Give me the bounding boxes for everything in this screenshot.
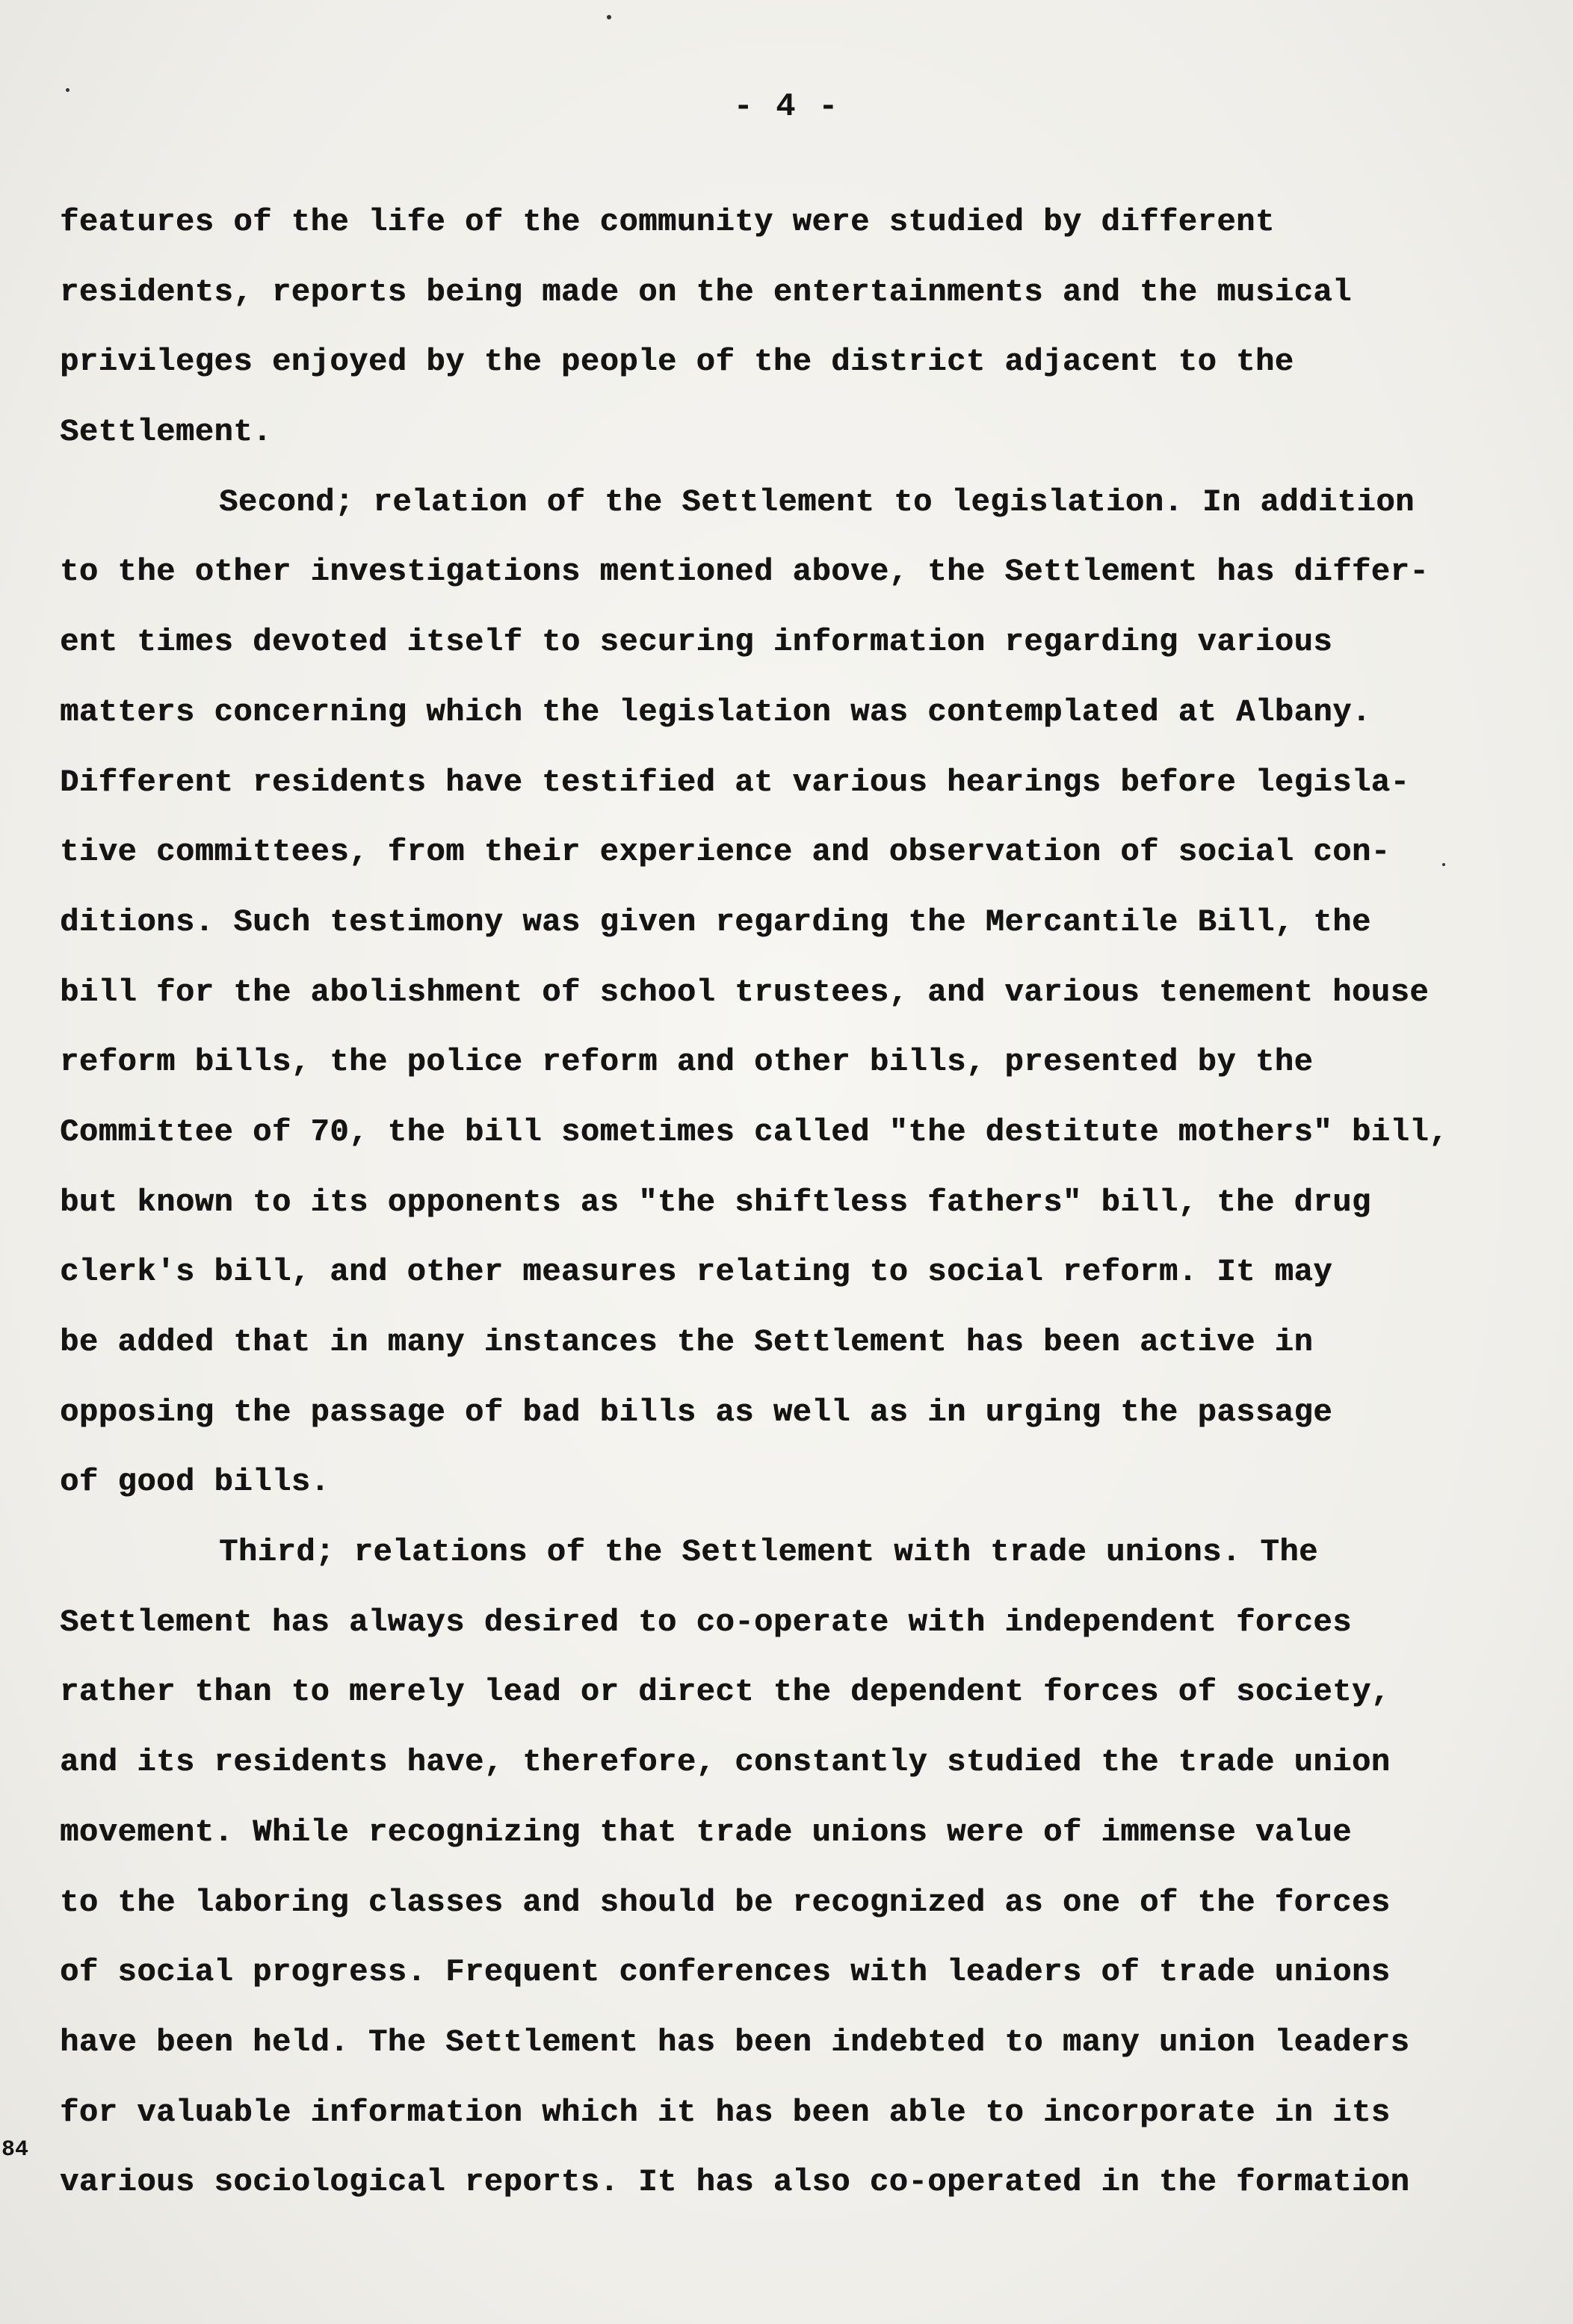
paragraph-first-line: Third; relations of the Settlement with trade unions. The bbox=[219, 1534, 1318, 1571]
text-line: ent times devoted itself to securing information regarding various bbox=[60, 624, 1333, 661]
text-line: for valuable information which it has been able to incorporate in its bbox=[60, 2094, 1391, 2130]
scan-speck bbox=[607, 15, 611, 19]
margin-mark: 84 bbox=[1, 2137, 29, 2163]
scan-speck bbox=[66, 88, 69, 92]
text-line: bill for the abolishment of school trustees, and various tenement house bbox=[60, 974, 1430, 1010]
text-line: rather than to merely lead or direct the dependent forces of society, bbox=[60, 1674, 1391, 1710]
text-line: of good bills. bbox=[60, 1464, 330, 1501]
text-line: Settlement. bbox=[60, 414, 272, 451]
text-line: Committee of 70, the bill sometimes called "the destitute mothers" bill, bbox=[60, 1113, 1448, 1150]
text-line: of social progress. Frequent conferences with leaders of trade unions bbox=[60, 1954, 1391, 1991]
text-line: clerk's bill, and other measures relating to social reform. It may bbox=[60, 1254, 1333, 1291]
scan-speck bbox=[1442, 863, 1445, 866]
text-line: matters concerning which the legislation was contemplated at Albany. bbox=[60, 693, 1371, 730]
text-line: have been held. The Settlement has been indebted to many union leaders bbox=[60, 2024, 1410, 2060]
text-line: ditions. Such testimony was given regarding the Mercantile Bill, the bbox=[60, 903, 1371, 940]
body-text bbox=[60, 196, 1517, 2226]
text-line: various sociological reports. It has also co-operated in the formation bbox=[60, 2164, 1410, 2201]
text-line: to the laboring classes and should be recognized as one of the forces bbox=[60, 1884, 1391, 1920]
text-line: tive committees, from their experience and observation of social con- bbox=[60, 834, 1391, 871]
paragraph-first-line: Second; relation of the Settlement to legislation. In addition bbox=[219, 483, 1415, 520]
text-line: reform bills, the police reform and other bills, presented by the bbox=[60, 1044, 1314, 1081]
page-number: - 4 - bbox=[733, 88, 840, 126]
text-line: Settlement has always desired to co-operate with independent forces bbox=[60, 1604, 1352, 1640]
text-line: be added that in many instances the Settlement has been active in bbox=[60, 1324, 1314, 1360]
text-line: movement. While recognizing that trade unions were of immense value bbox=[60, 1814, 1352, 1850]
text-line: residents, reports being made on the entertainments and the musical bbox=[60, 273, 1352, 310]
text-line: but known to its opponents as "the shiftless fathers" bill, the drug bbox=[60, 1184, 1371, 1220]
text-line: and its residents have, therefore, constantly studied the trade union bbox=[60, 1744, 1391, 1781]
text-line: opposing the passage of bad bills as well as in urging the passage bbox=[60, 1394, 1333, 1430]
text-line: features of the life of the community were studied by different bbox=[60, 204, 1275, 240]
text-line: privileges enjoyed by the people of the district adjacent to the bbox=[60, 344, 1294, 380]
text-line: to the other investigations mentioned above, the Settlement has differ- bbox=[60, 554, 1430, 590]
text-line: Different residents have testified at various hearings before legisla- bbox=[60, 764, 1410, 800]
